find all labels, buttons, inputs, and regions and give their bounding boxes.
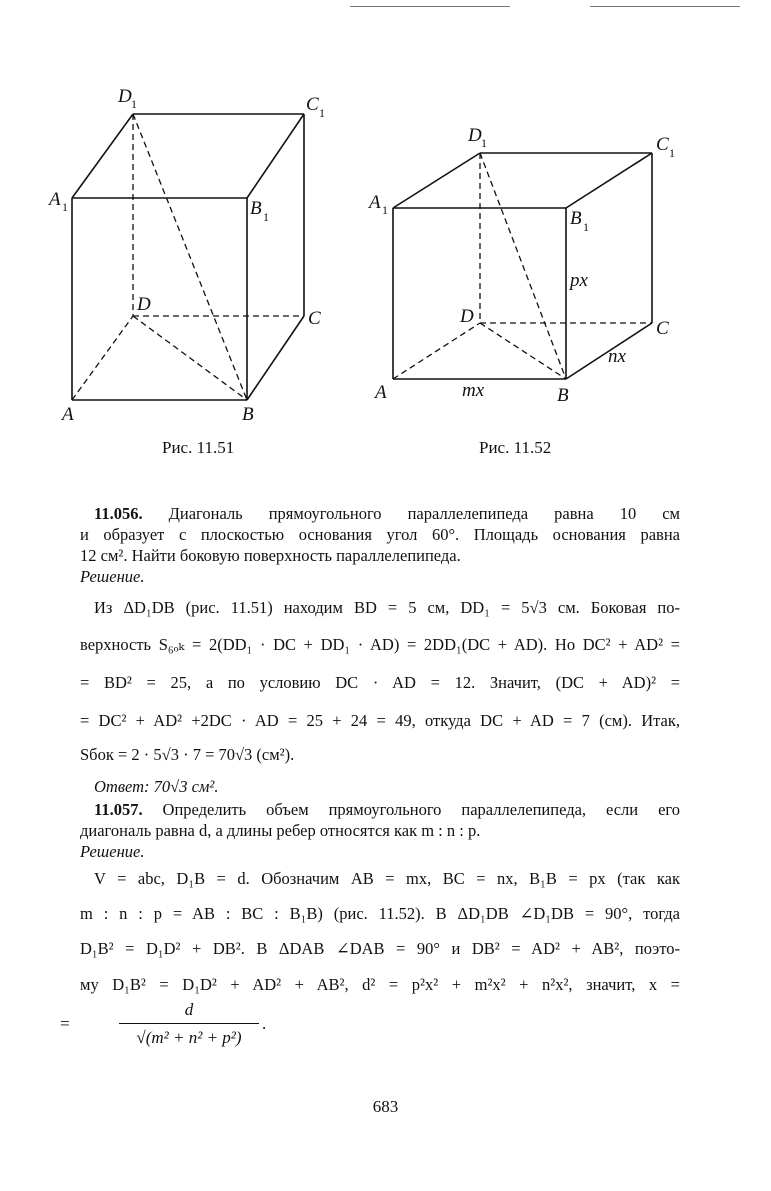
page-number: 683 xyxy=(372,1097,399,1116)
problem-057-statement-line1: 11.057. Определить объем прямоугольного параллелепипеда, если его xyxy=(94,800,680,819)
svg-text:1: 1 xyxy=(481,136,487,150)
solution-057-line3: D₁B² = D₁D² + DB². В ΔDAB ∠DAB = 90° и DB² = AD² + AB², поэто- xyxy=(80,939,680,958)
svg-text:1: 1 xyxy=(583,220,589,234)
solution-056-line2: верхность S₆ₒₖ = 2(DD₁ · DC + DD₁ · AD) = 2DD₁(DC + AD). Но DC² + AD² = xyxy=(80,635,680,654)
problem-056-statement-line3: 12 см². Найти боковую поверхность параллелепипеда. xyxy=(80,546,461,565)
fraction-bar xyxy=(119,1023,259,1024)
figure-caption-left: Рис. 11.51 xyxy=(162,438,235,457)
answer-056: Ответ: 70√3 см². xyxy=(94,777,219,796)
label-B: B xyxy=(242,404,254,425)
solution-057-line4: му D₁B² = D₁D² + AD² + AB², d² = p²x² + m²x² + n²x², значит, x = xyxy=(80,975,680,994)
solution-056-line5: Sбок = 2 · 5√3 · 7 = 70√3 (см²). xyxy=(80,745,295,764)
label-B1: B xyxy=(570,208,582,229)
label-px: px xyxy=(570,270,588,291)
label-A1: A xyxy=(49,189,61,210)
solution-056-line4: = DC² + AD² +2DC · AD = 25 + 24 = 49, откуда DC + AD = 7 (см). Итак, xyxy=(80,711,680,730)
solution-label: Решение. xyxy=(80,567,145,586)
label-C1: C xyxy=(656,134,669,155)
solution-056-line1: Из ΔD₁DB (рис. 11.51) находим BD = 5 см, DD₁ = 5√3 см. Боковая по- xyxy=(94,598,680,617)
label-B: B xyxy=(557,385,569,406)
fraction-denominator: √(m² + n² + p²) xyxy=(136,1028,242,1047)
label-D: D xyxy=(137,294,151,315)
problem-056-statement-line2: и образует с плоскостью основания угол 60°. Площадь основания равна xyxy=(80,525,680,544)
label-D: D xyxy=(460,306,474,327)
svg-text:1: 1 xyxy=(382,203,388,217)
figure-11-52 xyxy=(0,0,771,430)
label-D1: D xyxy=(468,125,482,146)
label-A: A xyxy=(62,404,74,425)
label-C: C xyxy=(308,308,321,329)
label-mx: mx xyxy=(462,380,485,401)
label-C1: C xyxy=(306,94,319,115)
label-D1: D xyxy=(118,86,132,107)
fraction-numerator: d xyxy=(184,1000,194,1019)
problem-number: 11.056. xyxy=(94,504,143,523)
solution-label: Решение. xyxy=(80,842,145,861)
label-A: A xyxy=(375,382,387,403)
solution-057-line2: m : n : p = AB : BC : B₁B) (рис. 11.52). В ΔD₁DB ∠D₁DB = 90°, тогда xyxy=(80,904,680,923)
label-B1: B xyxy=(250,198,262,219)
label-C: C xyxy=(656,318,669,339)
problem-number: 11.057. xyxy=(94,800,143,819)
problem-056-statement-line1: 11.056. Диагональ прямоугольного параллелепипеда равна 10 см xyxy=(94,504,680,523)
svg-text:1: 1 xyxy=(263,210,269,224)
solution-057-line1: V = abc, D₁B = d. Обозначим AB = mx, BC = nx, B₁B = px (так как xyxy=(94,869,680,888)
label-nx: nx xyxy=(608,346,626,367)
svg-text:1: 1 xyxy=(62,200,68,214)
figure-caption-right: Рис. 11.52 xyxy=(479,438,552,457)
svg-text:1: 1 xyxy=(131,97,137,111)
problem-057-statement-line2: диагональ равна d, а длины ребер относятся как m : n : p. xyxy=(80,821,481,840)
svg-text:1: 1 xyxy=(669,146,675,160)
label-A1: A xyxy=(369,192,381,213)
svg-text:1: 1 xyxy=(319,106,325,120)
solution-056-line3: = BD² = 25, а по условию DC · AD = 12. Значит, (DC + AD)² = xyxy=(80,673,680,692)
